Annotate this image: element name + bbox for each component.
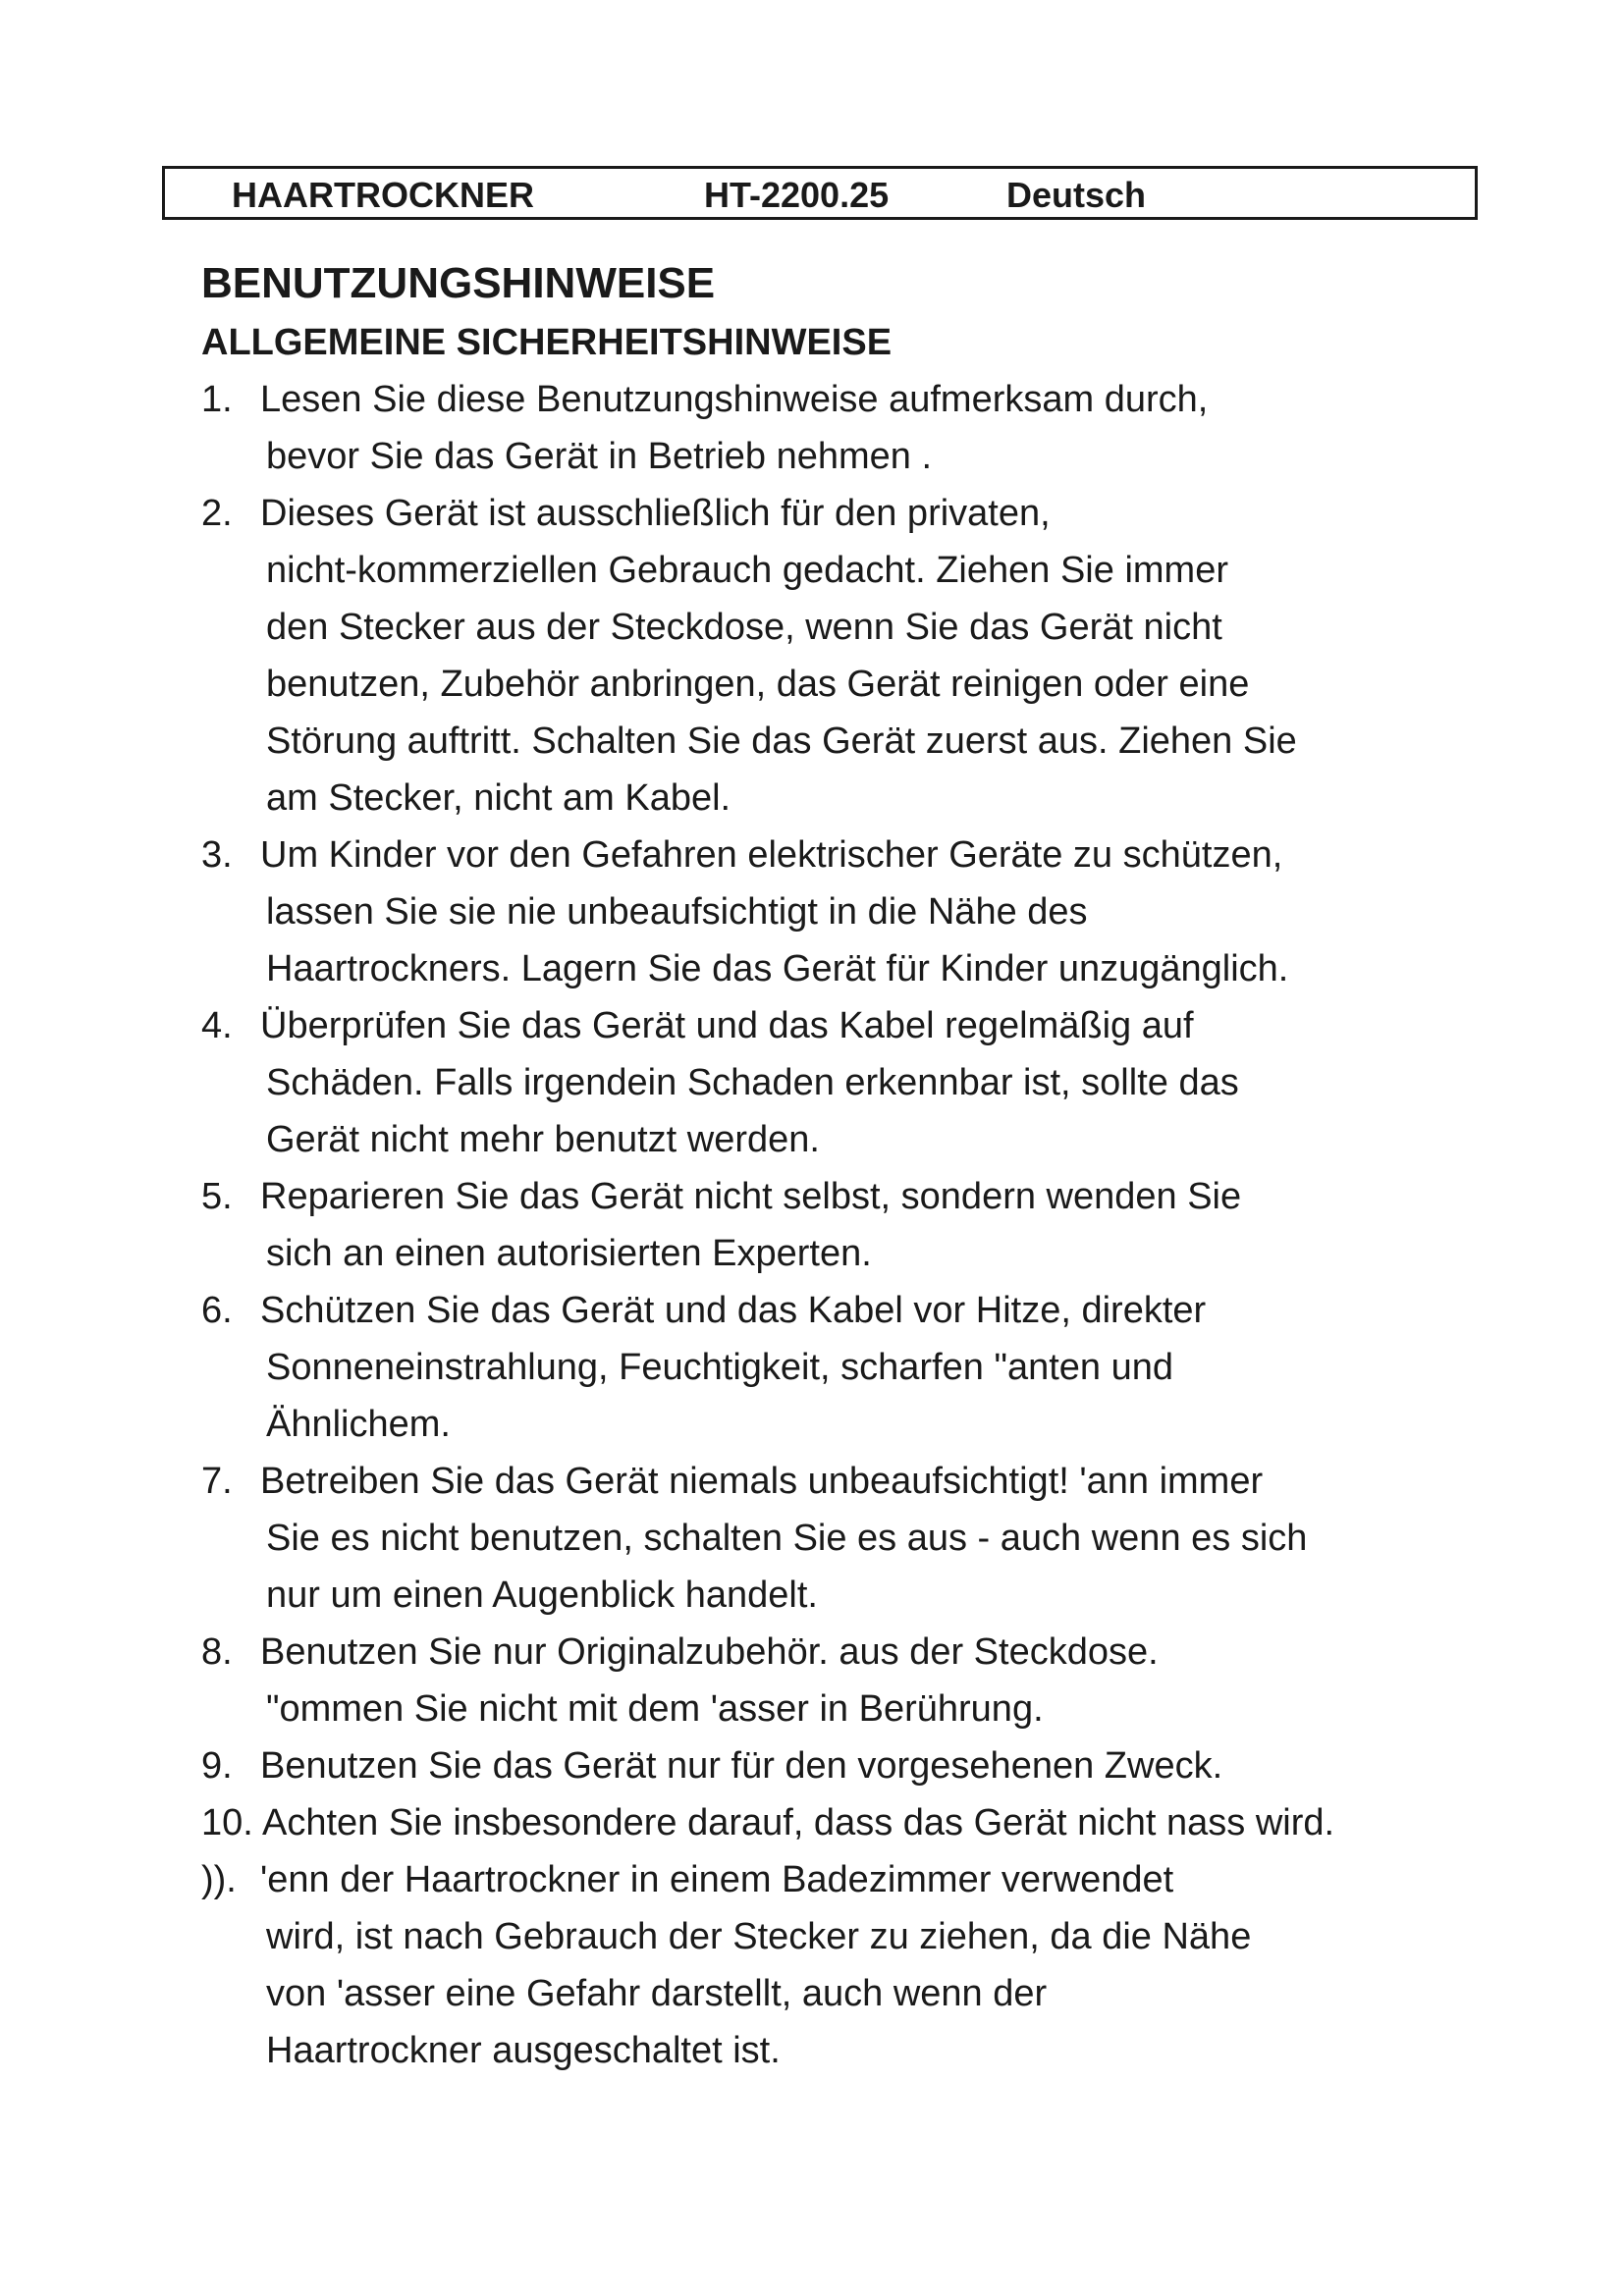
list-item-text-line: "ommen Sie nicht mit dem 'asser in Berührung. [266, 1688, 1044, 1730]
list-item-text-line: Haartrockner ausgeschaltet ist. [266, 2030, 781, 2071]
list-item [201, 827, 1497, 997]
list-item-text-line: Dieses Gerät ist ausschließlich für den privaten, [260, 493, 1051, 534]
list-item-text-line: benutzen, Zubehör anbringen, das Gerät reinigen oder eine [266, 664, 1250, 705]
header-product-name: HAARTROCKNER [232, 175, 534, 215]
list-item-text-line: Störung auftritt. Schalten Sie das Gerät zuerst aus. Ziehen Sie [266, 721, 1297, 762]
list-item [201, 485, 1497, 827]
header-model-number: HT-2200.25 [704, 175, 890, 215]
list-item-text-line: bevor Sie das Gerät in Betrieb nehmen . [266, 436, 933, 477]
list-item [201, 1851, 1497, 2079]
list-item-text-line: nur um einen Augenblick handelt. [266, 1575, 818, 1616]
list-item-text-line: Sie es nicht benutzen, schalten Sie es aus - auch wenn es sich [266, 1518, 1308, 1559]
list-item-text-line: Schützen Sie das Gerät und das Kabel vor Hitze, direkter [260, 1290, 1207, 1331]
list-item-text-line: wird, ist nach Gebrauch der Stecker zu ziehen, da die Nähe [266, 1916, 1252, 1957]
list-item-text-line: nicht-kommerziellen Gebrauch gedacht. Ziehen Sie immer [266, 550, 1228, 591]
document-header-box [162, 166, 1478, 220]
list-item-text-line: Achten Sie insbesondere darauf, dass das Gerät nicht nass wird. [262, 1802, 1335, 1843]
list-item-text-line: am Stecker, nicht am Kabel. [266, 777, 731, 819]
document-title: BENUTZUNGSHINWEISE [201, 259, 716, 307]
list-item-text-line: Benutzen Sie nur Originalzubehör. aus der Steckdose. [260, 1631, 1159, 1673]
list-item [201, 1453, 1497, 1624]
list-item-text-line: den Stecker aus der Steckdose, wenn Sie das Gerät nicht [266, 607, 1222, 648]
list-item-text-line: von 'asser eine Gefahr darstellt, auch wenn der [266, 1973, 1048, 2014]
list-item-text-line: 'enn der Haartrockner in einem Badezimmer verwendet [260, 1859, 1174, 1900]
list-item-text-line: Benutzen Sie das Gerät nur für den vorgesehenen Zweck. [260, 1745, 1223, 1787]
list-item [201, 1168, 1497, 1282]
list-item-number: 10. [201, 1802, 253, 1843]
list-item-text-line: sich an einen autorisierten Experten. [266, 1233, 872, 1274]
list-item [201, 1282, 1497, 1453]
list-item-text-line: Betreiben Sie das Gerät niemals unbeaufsichtigt! 'ann immer [260, 1461, 1264, 1502]
list-item [201, 1794, 1497, 1851]
header-language: Deutsch [1006, 175, 1147, 215]
list-item-text-line: Lesen Sie diese Benutzungshinweise aufmerksam durch, [260, 379, 1209, 420]
list-item-text-line: lassen Sie sie nie unbeaufsichtigt in die Nähe des [266, 891, 1088, 933]
list-item-number: 2. [201, 493, 233, 534]
list-item [201, 371, 1497, 485]
list-item-text-line: Haartrockners. Lagern Sie das Gerät für Kinder unzugänglich. [266, 948, 1289, 989]
list-item-number: 7. [201, 1461, 233, 1502]
list-item-text-line: Reparieren Sie das Gerät nicht selbst, sondern wenden Sie [260, 1176, 1242, 1217]
list-item-number: 4. [201, 1005, 233, 1046]
list-item-text-line: Sonneneinstrahlung, Feuchtigkeit, scharfen "anten und [266, 1347, 1174, 1388]
list-item-text-line: Schäden. Falls irgendein Schaden erkennbar ist, sollte das [266, 1062, 1239, 1103]
list-item [201, 997, 1497, 1168]
list-item [201, 1737, 1497, 1794]
section-title: ALLGEMEINE SICHERHEITSHINWEISE [201, 322, 893, 363]
list-item-number: 9. [201, 1745, 233, 1787]
list-item [201, 1624, 1497, 1737]
document-content [201, 253, 1497, 2079]
list-item-text-line: Ähnlichem. [266, 1404, 451, 1445]
list-item-text-line: Überprüfen Sie das Gerät und das Kabel regelmäßig auf [260, 1005, 1194, 1046]
safety-instructions-list [201, 371, 1497, 2079]
list-item-number: 3. [201, 834, 233, 876]
list-item-number: 8. [201, 1631, 233, 1673]
list-item-number: )). [201, 1859, 237, 1900]
list-item-text-line: Um Kinder vor den Gefahren elektrischer Geräte zu schützen, [260, 834, 1283, 876]
list-item-number: 6. [201, 1290, 233, 1331]
list-item-number: 5. [201, 1176, 233, 1217]
list-item-text-line: Gerät nicht mehr benutzt werden. [266, 1119, 820, 1160]
list-item-number: 1. [201, 379, 233, 420]
